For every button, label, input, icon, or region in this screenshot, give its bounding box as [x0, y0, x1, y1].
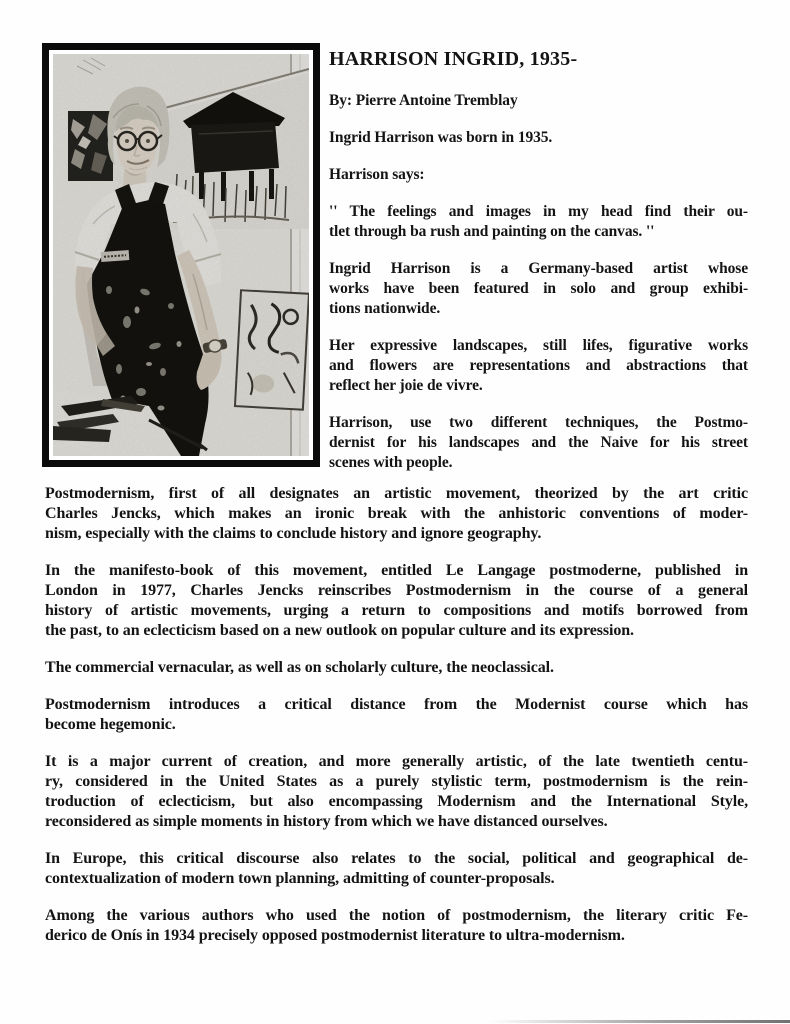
body-paragraphs: [45, 484, 748, 946]
paragraph: [45, 658, 748, 678]
text-line: and flowers are representations and abstractions that: [329, 357, 748, 374]
paragraph: [329, 259, 748, 319]
column-paragraphs: [329, 128, 748, 473]
text-line: dernist for his landscapes and the Naive for his street: [329, 434, 748, 451]
paragraph: [45, 849, 748, 889]
text-line: Harrison says:: [329, 166, 425, 183]
text-line: history of artistic movements, urging a return to compositions and motifs borrowed from: [45, 602, 748, 619]
text-line: Harrison, use two different techniques, the Postmo-: [329, 414, 748, 431]
text-line: Postmodernism introduces a critical distance from the Modernist course which has: [45, 696, 748, 713]
text-line: '' The feelings and images in my head find their ou-: [329, 203, 748, 220]
text-line: The commercial vernacular, as well as on scholarly culture, the neoclassical.: [45, 659, 554, 676]
text-line: derico de Onís in 1934 precisely opposed postmodernist literature to ultra-modernism.: [45, 927, 625, 944]
text-line: Charles Jencks, which makes an ironic break with the anhistoric conventions of moder-: [45, 505, 748, 522]
text-line: Postmodernism, first of all designates an artistic movement, theorized by the art critic: [45, 485, 748, 502]
text-line: London in 1977, Charles Jencks reinscribes Postmodernism in the course of a general: [45, 582, 748, 599]
text-line: nism, especially with the claims to conclude history and ignore geography.: [45, 525, 542, 542]
paragraph: [329, 336, 748, 396]
text-line: It is a major current of creation, and more generally artistic, of the late twentieth centu-: [45, 753, 748, 770]
text-line: works have been featured in solo and group exhibi-: [329, 280, 748, 297]
text-line: contextualization of modern town planning, admitting of counter-proposals.: [45, 870, 555, 887]
paragraph: [329, 128, 748, 148]
paragraph: [329, 202, 748, 242]
text-line: become hegemonic.: [45, 716, 176, 733]
text-line: In the manifesto-book of this movement, entitled Le Langage postmoderne, published in: [45, 562, 748, 579]
text-line: Among the various authors who used the notion of postmodernism, the literary critic Fe-: [45, 907, 748, 924]
text-line: In Europe, this critical discourse also relates to the social, political and geographical de-: [45, 850, 748, 867]
paragraph: [329, 165, 748, 185]
paragraph: [329, 413, 748, 473]
paragraph: [45, 484, 748, 544]
text-line: reflect her joie de vivre.: [329, 377, 483, 394]
text-line: reconsidered as simple moments in history from which we have distanced ourselves.: [45, 813, 608, 830]
text-line: Her expressive landscapes, still lifes, figurative works: [329, 337, 748, 354]
paragraph: [45, 561, 748, 641]
paragraph: [45, 752, 748, 832]
text-line: scenes with people.: [329, 454, 453, 471]
text-line: Ingrid Harrison was born in 1935.: [329, 129, 553, 146]
byline: By: Pierre Antoine Tremblay: [329, 92, 518, 109]
article-title: HARRISON INGRID, 1935-: [329, 48, 578, 70]
text-line: the past, to an eclecticism based on a new outlook on popular culture and its expression.: [45, 622, 634, 639]
scan-artifact: [490, 1020, 790, 1023]
paragraph: [45, 695, 748, 735]
article-intro-column: [329, 43, 748, 473]
paragraph: [45, 906, 748, 946]
photo-frame: [42, 43, 320, 467]
article-header-row: [42, 43, 748, 473]
text-line: troduction of eclecticism, but also encompassing Modernism and the International Style,: [45, 793, 748, 810]
artist-photo: [53, 54, 309, 456]
text-line: tions nationwide.: [329, 300, 441, 317]
text-line: tlet through ba rush and painting on the canvas. '': [329, 223, 655, 240]
text-line: Ingrid Harrison is a Germany-based artist whose: [329, 260, 748, 277]
text-line: ry, considered in the United States as a purely stylistic term, postmodernism is the rein-: [45, 773, 748, 790]
